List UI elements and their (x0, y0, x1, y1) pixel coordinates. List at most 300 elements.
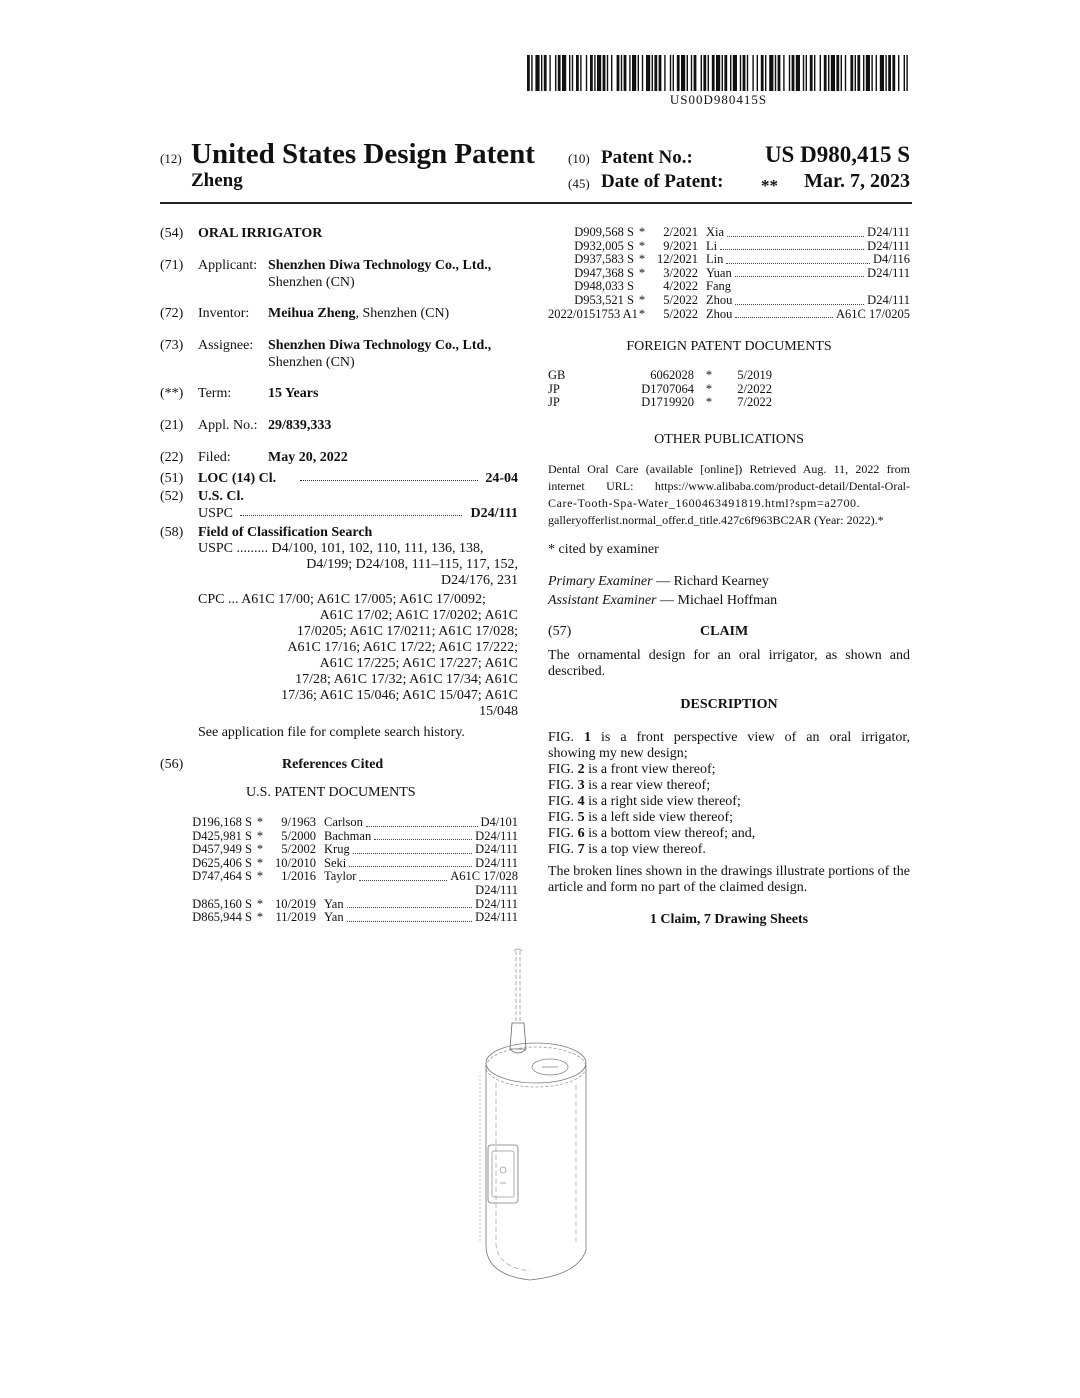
foreign-date: 5/2019 (737, 368, 772, 382)
applicant-name: Shenzhen Diwa Technology Co., Ltd., (268, 258, 492, 273)
barcode-bar (803, 55, 804, 91)
barcode-bar (769, 55, 773, 91)
barcode-bar (806, 55, 807, 91)
barcode-bar (681, 55, 685, 91)
fig-text: is a bottom view thereof; and, (584, 826, 756, 841)
reference-class: A61C 17/0205 (836, 306, 910, 321)
other-pub-line-2: internet URL: https://www.alibaba.com/product-detail/Dental-Oral- (548, 479, 910, 493)
barcode-bar (796, 55, 800, 91)
title-of-design: ORAL IRRIGATOR (198, 226, 323, 241)
barcode-bar (597, 55, 601, 91)
code-12: (12) (160, 151, 182, 166)
reference-star: * (256, 842, 264, 857)
barcode-bar (712, 55, 715, 91)
claim-text: The ornamental design for an oral irrigator, as shown and described. (548, 648, 910, 679)
field-term-code: (**) (160, 386, 184, 401)
barcode-bar (752, 55, 753, 91)
barcode-bar (569, 55, 570, 91)
loc-leader (300, 480, 478, 481)
barcode-bar (743, 55, 746, 91)
reference-name: Li (706, 238, 718, 253)
search-uspc (198, 541, 518, 589)
fig-number: 6 (577, 826, 585, 841)
reference-row (190, 843, 518, 857)
barcode-bar (586, 55, 587, 91)
foreign-country: JP (548, 395, 560, 410)
reference-name: Fang (706, 279, 731, 294)
barcode-bar (722, 55, 723, 91)
reference-date: 10/2019 (275, 896, 316, 911)
fig-prefix: FIG. (548, 778, 578, 793)
description-line (548, 730, 910, 746)
loc-label: LOC (14) Cl. (198, 471, 277, 486)
reference-star: * (638, 306, 646, 321)
field-71-code: (71) (160, 258, 184, 273)
search-cpc-line-7: 17/36; A61C 15/046; A61C 15/047; A61C (281, 688, 518, 703)
primary-examiner-name: — Richard Kearney (652, 574, 769, 589)
barcode-bar (562, 55, 566, 91)
claim-code: (57) (548, 624, 572, 639)
barcode-bar (836, 55, 839, 91)
barcode-bar (778, 55, 781, 91)
reference-num: D625,406 S (192, 855, 252, 870)
reference-class: A61C 17/028 (450, 869, 518, 884)
reference-num: D865,160 S (192, 896, 252, 911)
search-cpc-line-3: 17/0205; A61C 17/0211; A61C 17/028; (296, 624, 518, 639)
foreign-date: 2/2022 (737, 381, 772, 396)
fig-text: is a front view thereof; (584, 762, 716, 777)
barcode-bar (531, 55, 532, 91)
barcode-bar (590, 55, 593, 91)
barcode-bar (580, 55, 581, 91)
foreign-num: D1707064 (641, 381, 694, 396)
reference-class: D24/111 (867, 265, 910, 280)
description-line (548, 810, 910, 826)
search-cpc-line-8: 15/048 (479, 704, 518, 719)
reference-num: D865,944 S (192, 910, 252, 925)
barcode-bar (594, 55, 595, 91)
fig-number: 3 (577, 778, 585, 793)
inventor-location: , Shenzhen (CN) (355, 306, 450, 321)
foreign-star: * (705, 395, 713, 410)
reference-star: * (638, 292, 646, 307)
description-heading: DESCRIPTION (680, 697, 778, 712)
barcode-bar (670, 55, 671, 91)
barcode-bar (898, 55, 899, 91)
reference-class: D24/111 (475, 896, 518, 911)
reference-name: Lin (706, 252, 724, 267)
dot-leader (347, 911, 473, 922)
fig-text: is a left side view thereof; (584, 810, 734, 825)
foreign-reference-row (548, 396, 910, 410)
field-52-code: (52) (160, 489, 184, 504)
foreign-country: JP (548, 381, 560, 396)
reference-num: D747,464 S (192, 869, 252, 884)
fig-prefix: FIG. (548, 842, 578, 857)
barcode-bar (740, 55, 741, 91)
barcode-bar (855, 55, 856, 91)
barcode-bar (906, 55, 907, 91)
reference-star: * (638, 238, 646, 253)
field-22-code: (22) (160, 450, 184, 465)
reference-name: Xia (706, 225, 725, 239)
appl-no-value: 29/839,333 (268, 418, 332, 433)
barcode-bar (831, 55, 835, 91)
description-lines (548, 730, 910, 858)
oral-irrigator-drawing (470, 945, 600, 1290)
patent-number: US D980,415 S (764, 142, 910, 167)
reference-star (634, 280, 650, 294)
inventor-value (268, 306, 449, 322)
reference-class: D24/111 (475, 855, 518, 870)
barcode-bar (549, 55, 550, 91)
barcode-bar (761, 55, 764, 91)
fig-number: 1 (584, 730, 592, 745)
reference-date (268, 884, 316, 898)
reference-class: D24/111 (867, 238, 910, 253)
reference-num: D932,005 S (574, 238, 634, 253)
barcode-bar (866, 55, 870, 91)
us-cl-label: U.S. Cl. (198, 489, 244, 504)
dot-leader (374, 830, 472, 841)
barcode-bar (611, 55, 612, 91)
reference-class: D24/111 (867, 292, 910, 307)
reference-name: Zhou (706, 292, 733, 307)
other-pub-line-1: Dental Oral Care (available [online]) Retrieved Aug. 11, 2022 from (548, 462, 910, 476)
field-51-code: (51) (160, 471, 184, 486)
dot-leader (327, 884, 472, 895)
reference-date: 5/2002 (281, 842, 316, 857)
reference-name: Taylor (324, 869, 357, 884)
applicant-label: Applicant: (198, 258, 258, 273)
reference-row (548, 253, 910, 267)
cited-by-examiner: * cited by examiner (548, 542, 659, 557)
barcode-bar (558, 55, 561, 91)
us-patent-docs-list-right (548, 226, 910, 321)
loc-value: 24-04 (485, 471, 518, 486)
dot-leader (726, 253, 870, 264)
field-56-code: (56) (160, 757, 184, 772)
barcode-bar (814, 55, 815, 91)
fig-prefix: FIG. (548, 730, 585, 745)
barcode-bar (654, 55, 657, 91)
dot-leader (353, 843, 472, 854)
code-45: (45) (568, 176, 590, 191)
barcode-bar (555, 55, 556, 91)
field-21-code: (21) (160, 418, 184, 433)
reference-row (548, 267, 910, 281)
patent-no-label: Patent No.: (601, 147, 693, 168)
foreign-star: * (705, 368, 713, 382)
barcode-bar (730, 55, 731, 91)
barcode-bar (541, 55, 542, 91)
reference-star: * (638, 252, 646, 267)
reference-star: * (256, 869, 264, 884)
reference-date: 5/2022 (663, 306, 698, 321)
foreign-date: 7/2022 (737, 395, 772, 410)
fig-text: is a top view thereof. (584, 842, 706, 857)
reference-row (190, 898, 518, 912)
barcode-bar (642, 55, 643, 91)
search-cpc-line-6: 17/28; A61C 17/32; A61C 17/34; A61C (295, 672, 518, 687)
fig-text: is a right side view thereof; (584, 794, 741, 809)
barcode-bar (824, 55, 827, 91)
reference-class: D24/111 (475, 910, 518, 925)
barcode-bar (888, 55, 891, 91)
barcode-bar (775, 55, 776, 91)
reference-class: D24/111 (475, 882, 518, 897)
barcode-bar (527, 55, 530, 91)
reference-date: 5/2000 (281, 828, 316, 843)
broken-lines-statement: The broken lines shown in the drawings illustrate portions of the article and form no part of the claimed design. (548, 864, 910, 895)
assistant-examiner (548, 593, 777, 609)
search-history-note: See application file for complete search history. (198, 725, 465, 740)
reference-star: * (638, 225, 646, 239)
reference-date: 12/2021 (657, 252, 698, 267)
reference-date: 3/2022 (663, 265, 698, 280)
dot-leader (359, 870, 447, 881)
applicant-location: Shenzhen (CN) (268, 275, 355, 290)
barcode-bar (857, 55, 860, 91)
barcode-bar (810, 55, 813, 91)
reference-row (190, 816, 518, 830)
barcode-bar (629, 55, 630, 91)
reference-date: 10/2010 (275, 855, 316, 870)
uspc-value: D24/111 (470, 506, 518, 521)
barcode-bar (845, 55, 846, 91)
reference-name: Yuan (706, 265, 732, 280)
foreign-country: GB (548, 368, 566, 382)
field-54-code: (54) (160, 226, 184, 241)
barcode-bar (673, 55, 674, 91)
barcode-bar (789, 55, 790, 91)
barcode-bar (904, 55, 905, 91)
uspc-label: USPC (198, 506, 234, 521)
other-pub-line-4: galleryofferlist.normal_offer.d_title.427c6f963BC2AR (Year: 2022).* (548, 513, 884, 527)
barcode-bar (621, 55, 622, 91)
fig-prefix: FIG. (548, 826, 578, 841)
barcode (527, 55, 910, 91)
reference-date: 11/2019 (275, 910, 316, 925)
barcode-bar (892, 55, 895, 91)
other-pub-line-3: Care-Tooth-Spa-Water_1600463491819.html?spm=a2700. (548, 496, 861, 510)
field-73-code: (73) (160, 338, 184, 353)
reference-num: 2022/0151753 A1 (548, 306, 638, 321)
primary-examiner-label: Primary Examiner (548, 574, 653, 589)
barcode-bar (535, 55, 539, 91)
foreign-reference-row (548, 383, 910, 397)
description-line (548, 794, 910, 810)
dot-leader (735, 294, 864, 305)
reference-date: 2/2021 (663, 225, 698, 239)
barcode-bar (747, 55, 748, 91)
barcode-bar (841, 55, 842, 91)
claim-sheets-count: 1 Claim, 7 Drawing Sheets (649, 912, 809, 927)
reference-row (190, 884, 518, 898)
reference-row (548, 308, 910, 322)
reference-row (548, 240, 910, 254)
barcode-bar (652, 55, 653, 91)
reference-class: D24/111 (867, 225, 910, 239)
reference-num: D425,981 S (192, 828, 252, 843)
appl-no-label: Appl. No.: (198, 418, 258, 433)
term-label: Term: (198, 386, 232, 401)
fig-text: is a front perspective view of an oral irrigator, (591, 730, 910, 745)
dot-leader (366, 816, 478, 827)
fig-number: 5 (577, 810, 585, 825)
dot-leader (349, 857, 472, 868)
search-uspc-line-2: D4/199; D24/108, 111–115, 117, 152, (306, 557, 518, 572)
search-cpc-line-4: A61C 17/16; A61C 17/22; A61C 17/222; (287, 640, 518, 655)
search-uspc-line-1: USPC ......... D4/100, 101, 102, 110, 111, 136, 138, (198, 541, 484, 556)
inventor-name: Meihua Zheng (268, 306, 356, 321)
inventor-surname: Zheng (191, 170, 243, 191)
dot-leader (735, 308, 833, 319)
barcode-bar (576, 55, 579, 91)
barcode-bar (757, 55, 758, 91)
barcode-bar (607, 55, 608, 91)
reference-num: D196,168 S (192, 815, 252, 829)
assistant-examiner-label: Assistant Examiner (548, 593, 657, 608)
foreign-star: * (705, 381, 713, 396)
foreign-reference-row (548, 369, 910, 383)
uspc-leader (240, 515, 462, 516)
reference-num: D947,368 S (574, 265, 634, 280)
reference-name: Zhou (706, 306, 733, 321)
reference-row (190, 830, 518, 844)
barcode-bar (572, 55, 573, 91)
search-cpc (198, 592, 518, 720)
fig-prefix: FIG. (548, 810, 578, 825)
barcode-bar (638, 55, 639, 91)
date-of-patent: Mar. 7, 2023 (804, 170, 910, 192)
reference-star: * (256, 910, 264, 925)
reference-date: 9/2021 (663, 238, 698, 253)
foreign-docs-list (548, 369, 910, 410)
reference-num (190, 884, 252, 898)
foreign-num: 6062028 (650, 368, 694, 382)
assistant-examiner-name: — Michael Hoffman (656, 593, 778, 608)
search-cpc-line-2: A61C 17/02; A61C 17/0202; A61C (319, 608, 518, 623)
reference-num: D948,033 S (574, 279, 634, 294)
reference-class: D4/116 (872, 252, 910, 267)
field-of-search-label: Field of Classification Search (198, 525, 373, 540)
barcode-bar (863, 55, 864, 91)
reference-star: * (256, 855, 264, 870)
reference-row (190, 870, 518, 884)
field-58-code: (58) (160, 525, 184, 540)
field-72-code: (72) (160, 306, 184, 321)
reference-row (190, 911, 518, 925)
reference-num: D909,568 S (574, 225, 634, 239)
barcode-bar (646, 55, 650, 91)
inventor-label: Inventor: (198, 306, 250, 321)
barcode-bar (885, 55, 886, 91)
reference-class: D24/111 (475, 842, 518, 857)
dot-leader (727, 226, 864, 237)
barcode-bar (659, 55, 662, 91)
fig-number: 4 (577, 794, 585, 809)
barcode-bar (820, 55, 821, 91)
reference-name: Bachman (324, 828, 372, 843)
barcode-bar (871, 55, 872, 91)
reference-class: D4/101 (480, 815, 518, 829)
reference-star: * (256, 828, 264, 843)
reference-name: Carlson (324, 815, 363, 829)
reference-num: D937,583 S (574, 252, 634, 267)
assignee-location: Shenzhen (CN) (268, 355, 355, 370)
fig-prefix: FIG. (548, 794, 578, 809)
assignee-name: Shenzhen Diwa Technology Co., Ltd., (268, 338, 492, 353)
reference-row (548, 294, 910, 308)
assignee-label: Assignee: (198, 338, 254, 353)
barcode-bar (632, 55, 636, 91)
reference-name (316, 884, 324, 898)
reference-star (252, 884, 268, 898)
reference-row (548, 280, 910, 294)
primary-examiner (548, 574, 769, 590)
reference-star: * (256, 815, 264, 829)
reference-row (548, 226, 910, 240)
reference-star: * (256, 896, 264, 911)
barcode-bar (850, 55, 853, 91)
other-publications-heading: OTHER PUBLICATIONS (654, 432, 804, 447)
reference-name: Seki (324, 855, 347, 870)
reference-name: Yan (324, 896, 344, 911)
barcode-bar (624, 55, 627, 91)
claim-heading: CLAIM (700, 624, 749, 639)
description-line (548, 826, 910, 842)
barcode-bar (828, 55, 829, 91)
barcode-bar (694, 55, 697, 91)
header-rule (160, 202, 912, 204)
date-mark: ** (761, 176, 778, 195)
dot-leader (347, 898, 473, 909)
search-cpc-line-5: A61C 17/225; A61C 17/227; A61C (319, 656, 518, 671)
reference-class: D24/111 (475, 828, 518, 843)
reference-star: * (638, 265, 646, 280)
fig-prefix: FIG. (548, 762, 578, 777)
barcode-bar (783, 55, 784, 91)
reference-num: D953,521 S (574, 292, 634, 307)
barcode-bar (687, 55, 688, 91)
barcode-bar (876, 55, 877, 91)
description-line (548, 746, 910, 762)
barcode-bar (617, 55, 620, 91)
term-value: 15 Years (268, 386, 319, 401)
other-publication-entry (548, 461, 910, 529)
reference-row (190, 857, 518, 871)
barcode-bar (792, 55, 795, 91)
reference-date: 9/1963 (281, 815, 316, 829)
barcode-number: US00D980415S (669, 92, 768, 107)
foreign-num: D1719920 (641, 395, 694, 410)
search-cpc-line-1: CPC ... A61C 17/00; A61C 17/005; A61C 17/0092; (198, 592, 486, 607)
barcode-bar (544, 55, 547, 91)
barcode-bar (708, 55, 709, 91)
barcode-bar (703, 55, 706, 91)
code-10: (10) (568, 151, 590, 166)
description-line (548, 842, 910, 858)
description-line (548, 778, 910, 794)
barcode-bar (664, 55, 665, 91)
search-uspc-line-3: D24/176, 231 (441, 573, 518, 588)
reference-date: 4/2022 (663, 279, 698, 294)
fig-number: 2 (577, 762, 585, 777)
patent-type-title: United States Design Patent (191, 138, 535, 170)
us-patent-docs-heading: U.S. PATENT DOCUMENTS (246, 785, 416, 800)
fig-prefix: showing my new design; (548, 746, 688, 761)
